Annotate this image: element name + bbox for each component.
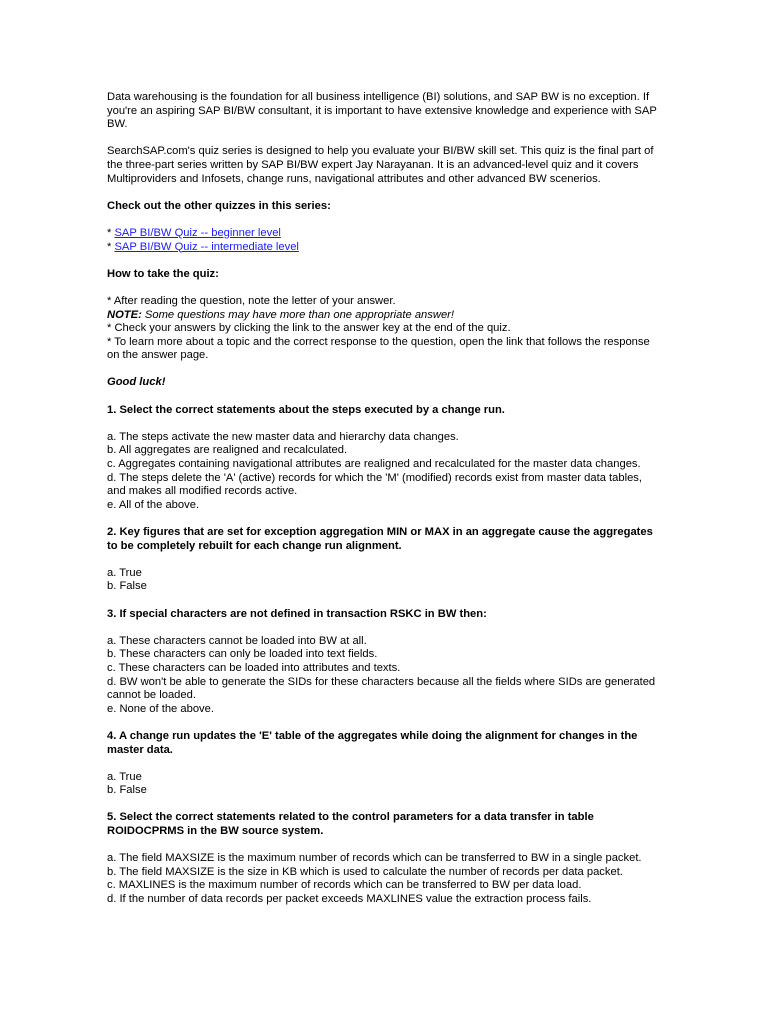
- question-1-options: [107, 431, 663, 513]
- option: a. True: [107, 566, 142, 579]
- option: a. These characters cannot be loaded into BW at all.: [107, 634, 367, 647]
- series-heading: Check out the other quizzes in this series:: [107, 199, 331, 212]
- option: e. None of the above.: [107, 702, 214, 715]
- note-label: NOTE:: [107, 308, 142, 321]
- bullet: *: [107, 240, 115, 253]
- option: b. False: [107, 580, 147, 593]
- intro-paragraph-1: Data warehousing is the foundation for all business intelligence (BI) solutions, and SAP BW is no exception. If you're an aspiring SAP BI/BW consultant, it is important to have extensive knowledge and experience with SAP BW.: [107, 91, 657, 131]
- howto-step-3: * Check your answers by clicking the link to the answer key at the end of the quiz.: [107, 322, 511, 335]
- series-link-item: [107, 241, 663, 255]
- question-4-options: [107, 771, 663, 798]
- question-3: 3. If special characters are not defined in transaction RSKC in BW then:: [107, 607, 487, 620]
- option: c. MAXLINES is the maximum number of records which can be transferred to BW per data load.: [107, 879, 582, 892]
- howto-note: [107, 309, 663, 323]
- option: b. All aggregates are realigned and recalculated.: [107, 444, 348, 457]
- question-2: 2. Key figures that are set for exception aggregation MIN or MAX in an aggregate cause the aggregates to be completely rebuilt for each change run alignment.: [107, 526, 653, 552]
- howto-step-1: * After reading the question, note the letter of your answer.: [107, 294, 396, 307]
- option: b. These characters can only be loaded into text fields.: [107, 648, 378, 661]
- question-5: 5. Select the correct statements related to the control parameters for a data transfer in table ROIDOCPRMS in the BW source system.: [107, 811, 594, 838]
- series-link-item: [107, 227, 663, 241]
- note-text: Some questions may have more than one appropriate answer!: [141, 308, 454, 321]
- question-5-options: [107, 852, 663, 906]
- question-3-options: [107, 635, 663, 717]
- option: c. Aggregates containing navigational attributes are realigned and recalculated for the master data changes.: [107, 458, 641, 471]
- intro-paragraph-2: SearchSAP.com's quiz series is designed to help you evaluate your BI/BW skill set. This quiz is the final part of the three-part series written by SAP BI/BW expert Jay Narayanan. It is an advanced-level quiz and it covers Multiproviders and Infosets, change runs, navigational attributes and other advanced BW scenerios.: [107, 145, 654, 185]
- bullet: *: [107, 226, 115, 239]
- intermediate-quiz-link[interactable]: SAP BI/BW Quiz -- intermediate level: [114, 240, 299, 253]
- option: b. The field MAXSIZE is the size in KB which is used to calculate the number of records per data packet.: [107, 865, 623, 878]
- beginner-quiz-link[interactable]: SAP BI/BW Quiz -- beginner level: [114, 226, 281, 239]
- question-1: 1. Select the correct statements about the steps executed by a change run.: [107, 403, 505, 416]
- option: d. BW won't be able to generate the SIDs for these characters because all the fields where SIDs are generated cannot be loaded.: [107, 675, 656, 702]
- option: a. The steps activate the new master data and hierarchy data changes.: [107, 430, 459, 443]
- question-2-options: [107, 567, 663, 594]
- question-4: 4. A change run updates the 'E' table of the aggregates while doing the alignment for changes in the master data.: [107, 729, 638, 756]
- option: a. True: [107, 770, 142, 783]
- option: c. These characters can be loaded into attributes and texts.: [107, 661, 401, 674]
- good-luck-text: Good luck!: [107, 376, 166, 389]
- howto-heading: How to take the quiz:: [107, 267, 219, 280]
- option: a. The field MAXSIZE is the maximum number of records which can be transferred to BW in a single packet.: [107, 852, 642, 865]
- howto-step-4: * To learn more about a topic and the correct response to the question, open the link that follows the response on the answer page.: [107, 335, 650, 362]
- option: b. False: [107, 784, 147, 797]
- option: d. The steps delete the 'A' (active) records for which the 'M' (modified) records exist from master data tables, and makes all modified records active.: [107, 471, 642, 498]
- option: e. All of the above.: [107, 498, 200, 511]
- article-body: [107, 91, 663, 907]
- option: d. If the number of data records per packet exceeds MAXLINES value the extraction process fails.: [107, 893, 592, 906]
